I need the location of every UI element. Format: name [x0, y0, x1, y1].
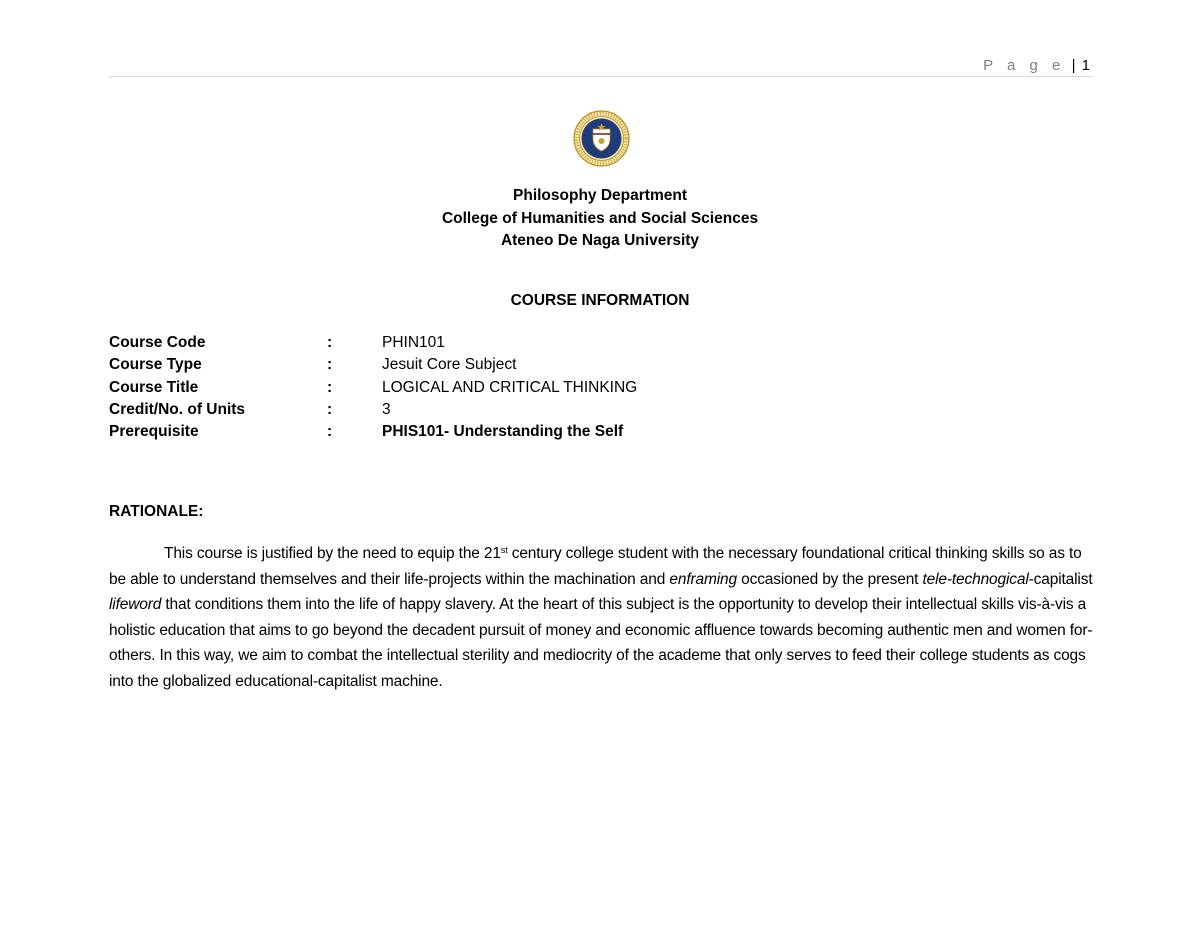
course-information-title: COURSE INFORMATION	[510, 292, 690, 309]
page-separator: |	[1071, 57, 1076, 74]
info-label: Prerequisite	[109, 423, 199, 441]
info-label: Credit/No. of Units	[109, 400, 246, 418]
department-name: Philosophy Department	[513, 187, 687, 204]
rationale-text: This course is justified by the need to equip the 21	[164, 545, 501, 562]
info-colon: :	[327, 423, 333, 441]
page-header	[109, 56, 1092, 77]
rationale-text: -capitalist	[1028, 570, 1093, 588]
rationale-text: century college student with the necessary foundational critical thinking skills so as to be able to understand themselves and their life-projects within the machination and	[109, 545, 1082, 588]
rationale-emphasis: enframing	[669, 570, 737, 588]
university-name: Ateneo De Naga University	[500, 232, 700, 249]
info-value: 3	[382, 400, 391, 418]
rationale-emphasis: lifeword	[109, 596, 162, 614]
rationale-emphasis: tele-technogical	[922, 570, 1029, 588]
info-colon: :	[327, 400, 333, 418]
info-colon: :	[327, 334, 333, 351]
info-value: Jesuit Core Subject	[382, 356, 517, 374]
info-colon: :	[327, 356, 333, 374]
info-label: Course Type	[109, 356, 202, 374]
institution-heading	[0, 185, 1200, 253]
page-word: P a g e	[983, 57, 1066, 74]
university-seal-icon	[573, 110, 630, 167]
info-colon: :	[327, 378, 333, 396]
rationale-paragraph	[109, 541, 1094, 695]
info-value: PHIS101- Understanding the Self	[382, 423, 624, 441]
rationale-text: occasioned by the present	[736, 570, 923, 588]
rationale-text: that conditions them into the life of happy slavery. At the heart of this subject is the opportunity to develop their intellectual skills vis-à-vis a holistic education that aims to go beyond the decadent pursuit of money and economic affluence towards becoming authentic men and women for-others. In this way, we aim to combat the intellectual sterility and mediocrity of the academe that only serves to feed their college students as cogs into the globalized educational-capitalist machine.	[109, 596, 1093, 690]
info-value: LOGICAL AND CRITICAL THINKING	[382, 378, 638, 396]
info-value: PHIN101	[382, 334, 445, 351]
rationale-heading: RATIONALE:	[109, 503, 204, 520]
info-label: Course Title	[109, 378, 199, 396]
page-number	[983, 57, 1090, 74]
page-number-value: 1	[1081, 57, 1090, 74]
rationale-superscript: st	[500, 545, 508, 555]
college-name: College of Humanities and Social Sciences	[441, 209, 759, 227]
info-label: Course Code	[109, 334, 206, 351]
